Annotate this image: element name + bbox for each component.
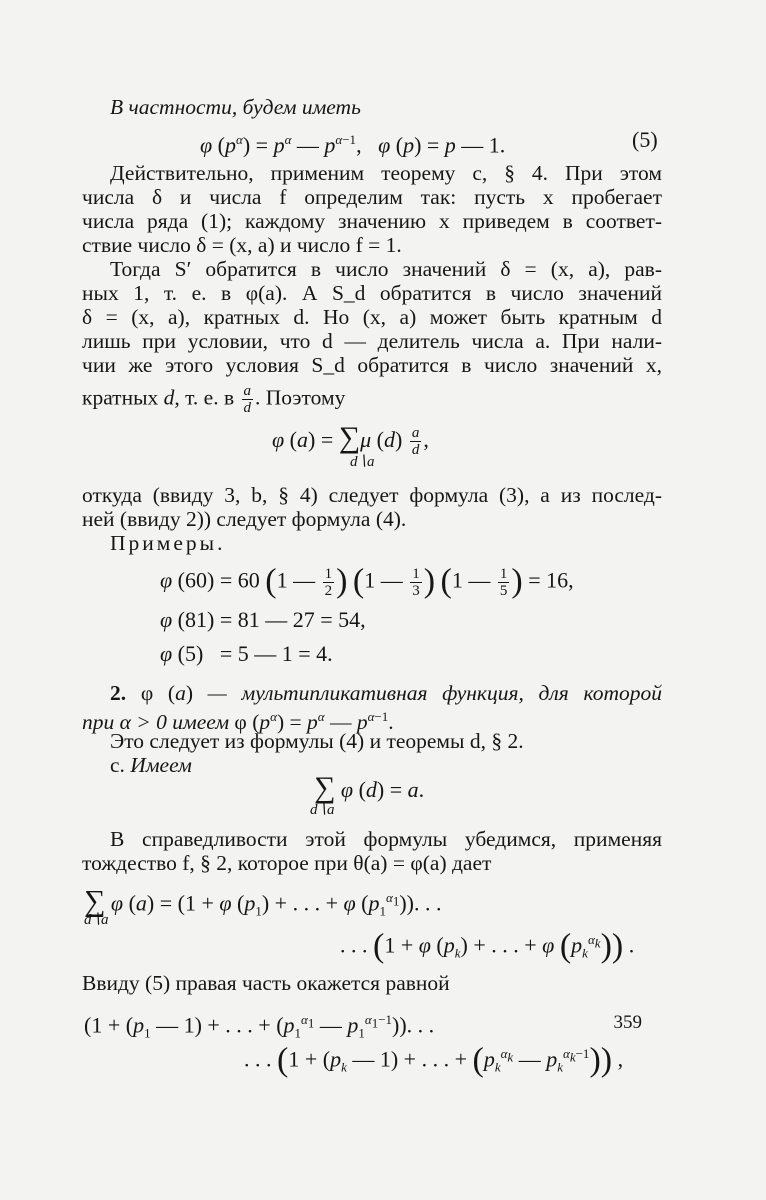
para3-line2: ней (ввиду 2)) следует формула (4). [82,507,407,531]
intro-line: В частности, будем иметь [110,95,361,119]
sum-index-identity: d∖a [84,912,109,928]
formula-5-tag: (5) [632,127,658,152]
product-line1: ($1 + (p_1$ — 1) + . . . + ($p_1^{\alpha_1}$ — $p_1^{\alpha_1-1}$)). . . [84,1012,435,1041]
item-c: c. Имеем [110,753,192,777]
para2-line2: ных 1, т. е. в φ(a). А S_d обратится в число значений [82,281,662,305]
example-phi-5: φ (5) = 5 — 1 = 4. [160,641,333,666]
item2-line2: при α > 0 имеем φ $(p^\alpha) = p^\alpha$ — $p^{\alpha-1}$. [82,709,394,735]
para2-line5: чии же этого условия S_d обратится в число значений x, [82,353,662,377]
formula-sum-mu: φ (a) = ∑μ (d) $\frac{a}{d}$ , [272,421,429,459]
para4-line1: В справедливости этой формулы убедимся, применяя [110,827,662,851]
para2-line6: кратных d, т. е. в $\frac{a}{d}$ . Поэтому [82,383,346,416]
sum-index-mu: d∖a [350,454,375,470]
formula-5: φ $(p^\alpha) = p^\alpha$ — $p^{\alpha-1}$, φ (p) = p — 1. [200,132,506,158]
example-phi-81: φ (81) = 81 — 27 = 54, [160,607,366,632]
item2-line1: 2. φ (a) — мультипликативная функция, для которой [110,681,662,705]
para2-line1: Тогда S′ обратится в число значений δ = (x, a), рав- [110,257,662,281]
sum-index-phi: d∖a [310,802,335,818]
formula-sum-phi: ∑ φ (d) = a. [314,771,425,804]
para1-line1: Действительно, применим теорему c, § 4. При этом [110,161,662,185]
identity-line1: ∑ φ (a) = (1 + φ $(p_1)$ + . . . + φ $(p_1^{\alpha_1})$). . . [84,884,442,919]
para5: Ввиду (5) правая часть окажется равной [82,971,450,995]
para1-line4: ствие число δ = (x, a) и число f = 1. [82,233,402,257]
identity-line2: . . . (1 + φ $(p_k)$ + . . . + φ $(p_k^{\alpha_k})$) . [340,927,635,965]
page-number: 359 [613,1012,642,1033]
para1-line2: числа δ и числа f определим так: пусть x пробегает [82,185,662,209]
example-phi-60: φ (60) = 60 (1 — $\frac{1}{2}$ ) (1 — $\frac{1}{3}$ ) (1 — $\frac{1}{5}$ ) = 16, [160,562,574,600]
product-line2: . . . ($1 + (p_k$ — 1) + . . . + ($p_k^{\alpha_k}$ — $p_k^{\alpha_k-1}$)) , [244,1041,624,1079]
para2-line3: δ = (x, a), кратных d. Но (x, a) может быть кратным d [82,305,662,329]
para1-line3: числа ряда (1); каждому значению x приведем в соответ- [82,209,662,233]
para2-line4: лишь при условии, что d — делитель числа a. При нали- [82,329,662,353]
para4-line2: тождество f, § 2, которое при θ(a) = φ(a) дает [82,851,492,875]
examples-heading: Примеры. [110,531,226,555]
item2-proof: Это следует из формулы (4) и теоремы d, § 2. [110,729,524,753]
para3-line1: откуда (ввиду 3, b, § 4) следует формула (3), а из послед- [82,483,662,507]
